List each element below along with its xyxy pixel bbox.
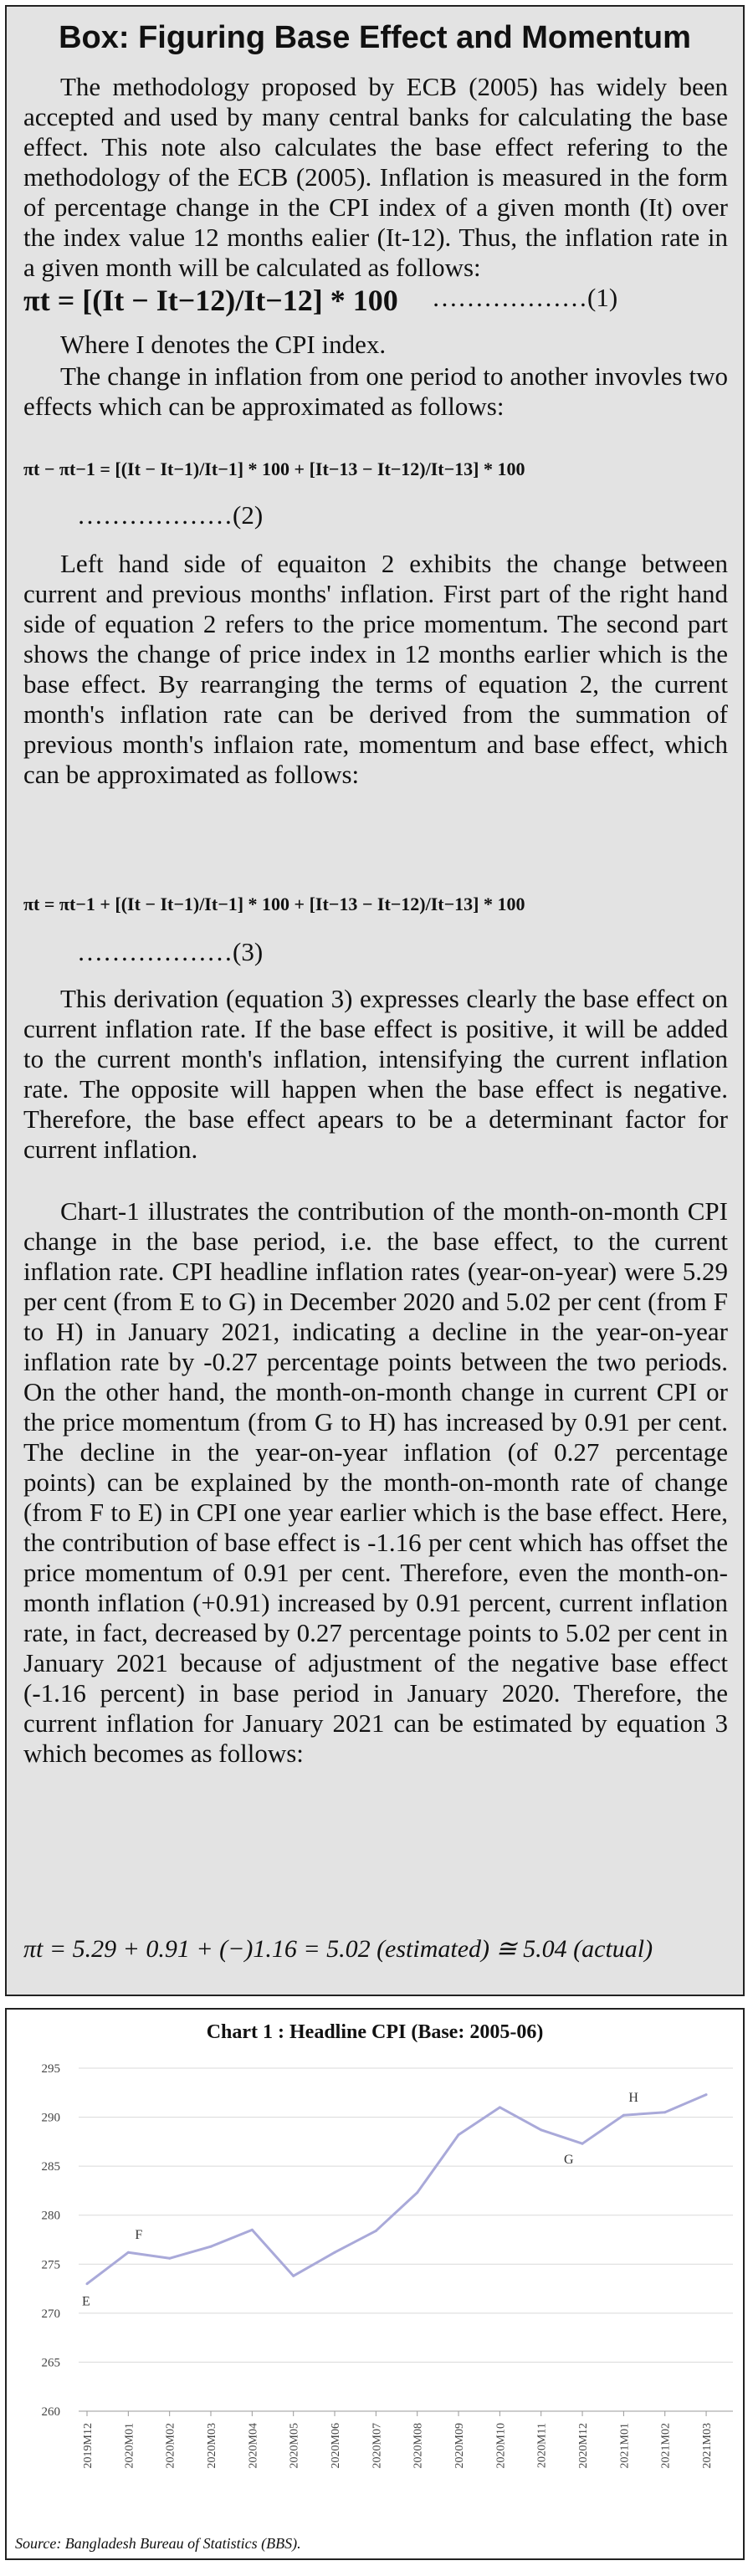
point-label-f: F bbox=[135, 2228, 143, 2243]
box-figuring-base-effect bbox=[5, 5, 745, 1996]
x-tick-label-2020M10: 2020M10 bbox=[494, 2423, 508, 2469]
paragraph-where-i: Where I denotes the CPI index. bbox=[60, 330, 387, 359]
equation-2: πt − πt−1 = [(It − It−1)/It−1] * 100 + [It−13 − It−12)/It−13] * 100 bbox=[23, 458, 525, 479]
x-tick-label-2021M01: 2021M01 bbox=[618, 2423, 632, 2469]
box-title: Box: Figuring Base Effect and Momentum bbox=[59, 20, 691, 55]
data-point-2020M02 bbox=[168, 2257, 171, 2260]
data-point-2021M01 bbox=[622, 2114, 625, 2117]
paragraph-left-hand-side: Left hand side of equaiton 2 exhibits the change between current and previous months' inflation. First part of the right hand side of equation 2 refers to the price momentum. The second part shows the change of price index in 12 months earlier which is the base effect. By rearranging the terms of equation 2, the current month's inflation rate can be derived from the summation of previous month's inflaion rate, momentum and base effect, which can be approximated as follows: bbox=[23, 549, 728, 789]
point-label-g: G bbox=[564, 2153, 574, 2168]
x-tick-label-2020M06: 2020M06 bbox=[330, 2423, 343, 2469]
data-point-2020M10 bbox=[499, 2106, 501, 2108]
y-tick-label-260: 260 bbox=[41, 2405, 60, 2419]
data-point-2021M03 bbox=[705, 2093, 708, 2096]
x-tick-label-2020M11: 2020M11 bbox=[535, 2423, 549, 2468]
equation-3: πt = πt−1 + [(It − It−1)/It−1] * 100 + [It−13 − It−12)/It−13] * 100 bbox=[23, 894, 525, 914]
data-point-2020M09 bbox=[458, 2133, 460, 2136]
x-tick-label-2020M03: 2020M03 bbox=[206, 2423, 219, 2469]
data-point-2020M07 bbox=[375, 2230, 377, 2232]
data-point-2020M03 bbox=[210, 2246, 213, 2248]
x-tick-label-2020M02: 2020M02 bbox=[164, 2423, 177, 2469]
x-tick-label-2020M05: 2020M05 bbox=[288, 2423, 301, 2469]
series-line-headline-cpi bbox=[87, 2095, 706, 2284]
equation-3-number: ………………(3) bbox=[77, 937, 264, 966]
y-tick-label-265: 265 bbox=[41, 2356, 60, 2370]
equation-1-number: ………………(1) bbox=[432, 283, 618, 312]
data-point-2020M06 bbox=[334, 2251, 336, 2254]
paragraph-change-in-inflation: The change in inflation from one period to another invovles two effects which can be approximated as follows: bbox=[23, 361, 728, 421]
y-tick-label-280: 280 bbox=[41, 2209, 60, 2223]
y-tick-label-275: 275 bbox=[41, 2258, 60, 2272]
chart-1-box bbox=[5, 2008, 745, 2560]
y-tick-label-295: 295 bbox=[41, 2062, 60, 2076]
x-tick-label-2020M07: 2020M07 bbox=[371, 2423, 384, 2469]
data-point-2020M05 bbox=[292, 2275, 295, 2277]
x-tick-label-2020M08: 2020M08 bbox=[412, 2423, 425, 2469]
y-tick-label-270: 270 bbox=[41, 2307, 60, 2321]
data-point-2020M11 bbox=[540, 2128, 542, 2131]
equation-1: πt = [(It − It−12)/It−12] * 100 bbox=[23, 284, 398, 317]
paragraph-chart-1: Chart-1 illustrates the contribution of the month-on-month CPI change in the base period, i.e. the base effect, to the current inflation rate. CPI headline inflation rates (year-on-year) were 5.29 per cent (from E to G) in December 2020 and 5.02 per cent (from F to H) in January 2021, indicating a decline in the year-on-year inflation rate by -0.27 percentage points between the two periods. On the other hand, the month-on-month change in current CPI or the price momentum (from G to H) has increased by 0.91 per cent. The decline in the year-on-year inflation (of 0.27 percentage points) can be explained by the month-on-month rate of change (from F to E) in CPI one year earlier which is the base effect. Here, the contribution of base effect is -1.16 per cent which has offset the price momentum of 0.91 per cent. Therefore, even the month-on-month inflation (+0.91) increased by 0.91 percent, current inflation rate, in fact, decreased by 0.27 percentage points to 5.02 per cent in January 2021 because of adjustment of the negative base effect (-1.16 percent) in base period in January 2020. Therefore, the current inflation for January 2021 can be estimated by equation 3 which becomes as follows: bbox=[23, 1196, 728, 1768]
equation-4: πt = 5.29 + 0.91 + (−)1.16 = 5.02 (estimated) ≅ 5.04 (actual) bbox=[23, 1935, 653, 1963]
chart-title: Chart 1 : Headline CPI (Base: 2005-06) bbox=[206, 2021, 544, 2043]
x-tick-label-2021M03: 2021M03 bbox=[701, 2423, 715, 2469]
data-point-2020M12 bbox=[581, 2143, 584, 2145]
x-tick-label-2020M12: 2020M12 bbox=[577, 2423, 591, 2469]
paragraph-methodology: The methodology proposed by ECB (2005) has widely been accepted and used by many central banks for calculating the base effect. This note also calculates the base effect refering to the methodology of the ECB (2005). Inflation is measured in the form of percentage change in the CPI index of a given month (It) over the index value 12 months ealier (It-12). Thus, the inflation rate in a given month will be calculated as follows: bbox=[23, 72, 728, 282]
x-tick-label-2021M02: 2021M02 bbox=[659, 2423, 673, 2469]
data-point-2020M01 bbox=[127, 2251, 130, 2254]
y-tick-label-285: 285 bbox=[41, 2160, 60, 2174]
y-tick-label-290: 290 bbox=[41, 2111, 60, 2125]
point-label-h: H bbox=[628, 2091, 638, 2106]
paragraph-derivation: This derivation (equation 3) expresses clearly the base effect on current inflation rate. If the base effect is positive, it will be added to the current month's inflation, intensifying the current inflation rate. The opposite will happen when the base effect is negative. Therefore, the base effect apears to be a determinant factor for current inflation. bbox=[23, 984, 728, 1164]
chart-source: Source: Bangladesh Bureau of Statistics (BBS). bbox=[15, 2535, 301, 2552]
data-point-2021M02 bbox=[663, 2111, 666, 2113]
data-point-2020M04 bbox=[251, 2229, 254, 2231]
chart-1-headline-cpi bbox=[7, 2043, 743, 2545]
point-label-e: E bbox=[82, 2294, 90, 2309]
x-tick-label-2020M01: 2020M01 bbox=[123, 2423, 136, 2469]
x-tick-label-2020M09: 2020M09 bbox=[453, 2423, 467, 2469]
data-point-2019M12 bbox=[86, 2282, 89, 2285]
equation-2-number: ………………(2) bbox=[77, 500, 264, 530]
x-tick-label-2020M04: 2020M04 bbox=[247, 2423, 260, 2469]
x-tick-label-2019M12: 2019M12 bbox=[82, 2423, 95, 2469]
data-point-2020M08 bbox=[416, 2191, 418, 2194]
